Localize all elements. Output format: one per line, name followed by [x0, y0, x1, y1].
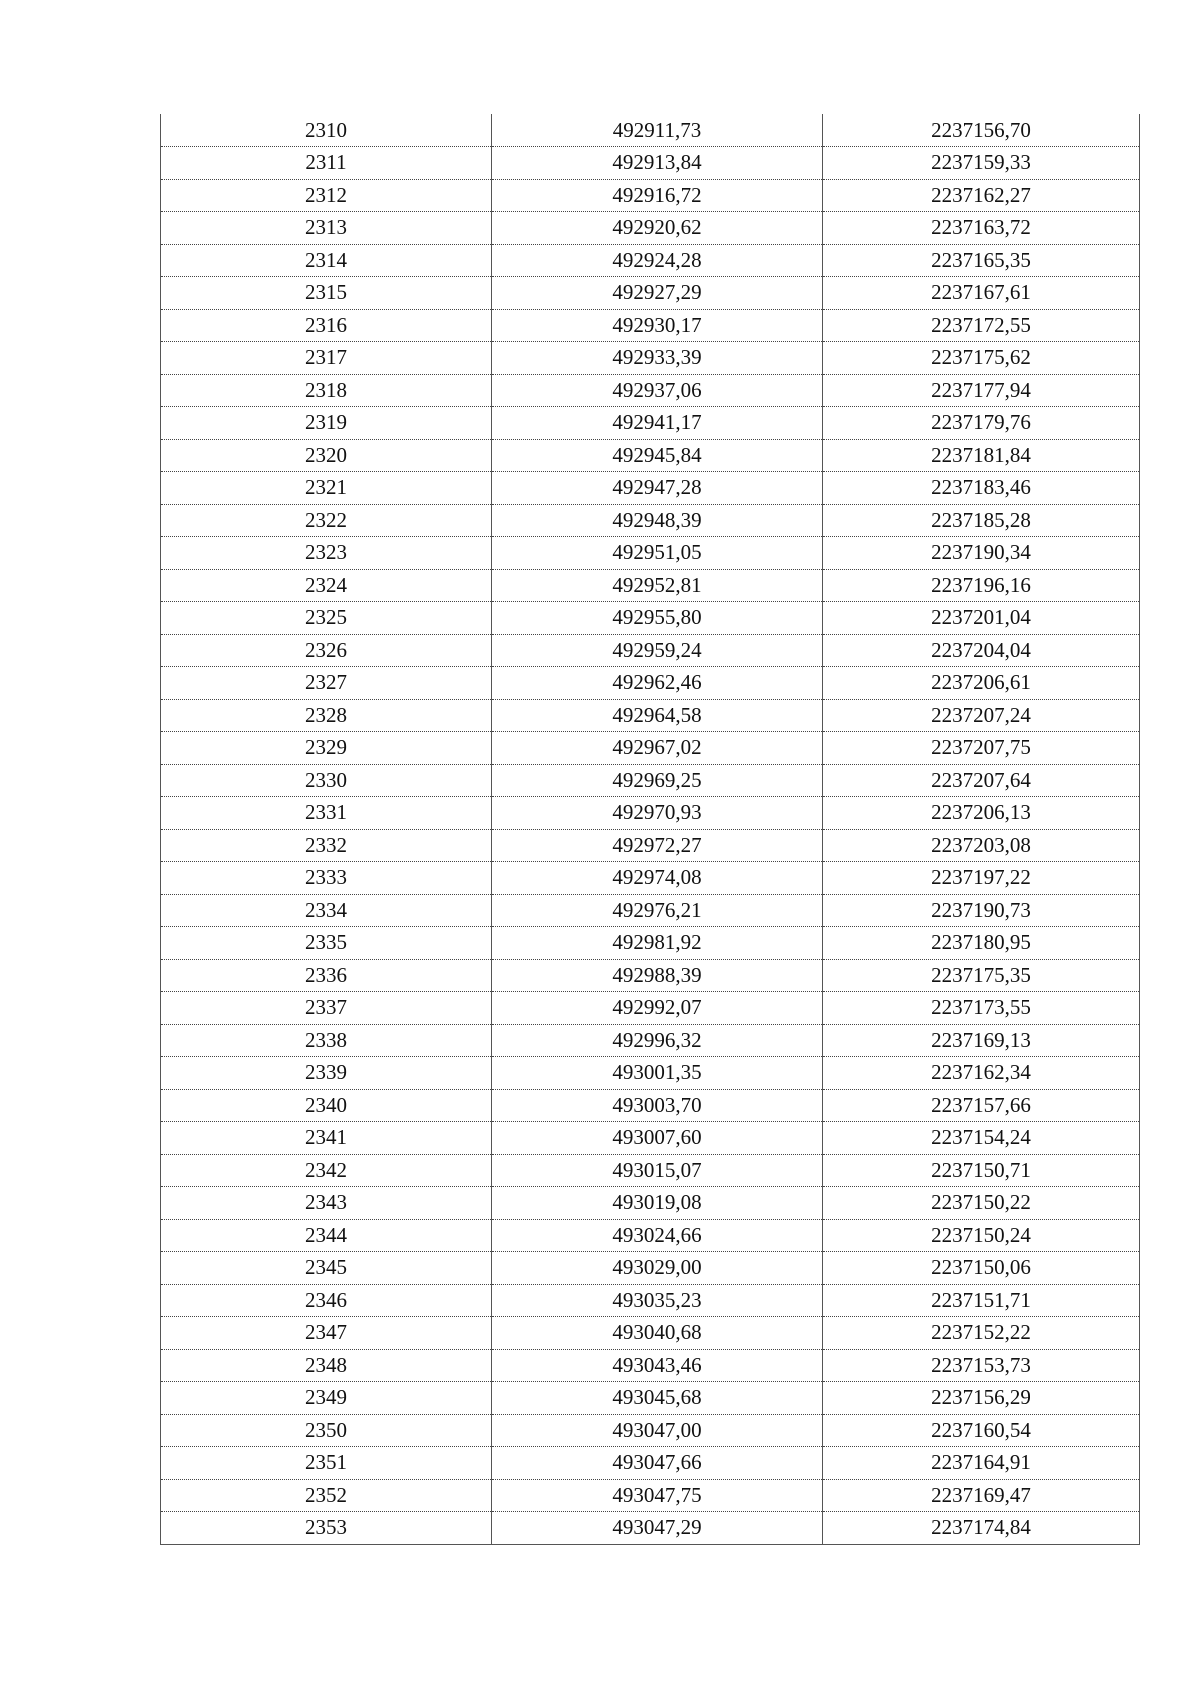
- y-coordinate-cell: 2237150,71: [823, 1154, 1140, 1187]
- x-coordinate-cell: 492916,72: [492, 179, 823, 212]
- coordinates-table-body: [161, 114, 1140, 1544]
- point-number-cell: 2343: [161, 1187, 492, 1220]
- table-row: [161, 472, 1140, 505]
- point-number-cell: 2346: [161, 1284, 492, 1317]
- point-number-cell: 2319: [161, 407, 492, 440]
- point-number-cell: 2326: [161, 634, 492, 667]
- y-coordinate-cell: 2237153,73: [823, 1349, 1140, 1382]
- table-row: [161, 179, 1140, 212]
- x-coordinate-cell: 493047,66: [492, 1447, 823, 1480]
- point-number-cell: 2324: [161, 569, 492, 602]
- y-coordinate-cell: 2237156,29: [823, 1382, 1140, 1415]
- point-number-cell: 2323: [161, 537, 492, 570]
- table-row: [161, 1089, 1140, 1122]
- x-coordinate-cell: 492964,58: [492, 699, 823, 732]
- x-coordinate-cell: 492945,84: [492, 439, 823, 472]
- x-coordinate-cell: 492970,93: [492, 797, 823, 830]
- point-number-cell: 2338: [161, 1024, 492, 1057]
- point-number-cell: 2317: [161, 342, 492, 375]
- x-coordinate-cell: 493047,00: [492, 1414, 823, 1447]
- x-coordinate-cell: 492969,25: [492, 764, 823, 797]
- table-row: [161, 1122, 1140, 1155]
- table-row: [161, 1219, 1140, 1252]
- point-number-cell: 2322: [161, 504, 492, 537]
- y-coordinate-cell: 2237206,61: [823, 667, 1140, 700]
- y-coordinate-cell: 2237206,13: [823, 797, 1140, 830]
- point-number-cell: 2311: [161, 147, 492, 180]
- point-number-cell: 2337: [161, 992, 492, 1025]
- point-number-cell: 2327: [161, 667, 492, 700]
- table-row: [161, 1479, 1140, 1512]
- y-coordinate-cell: 2237160,54: [823, 1414, 1140, 1447]
- table-row: [161, 147, 1140, 180]
- y-coordinate-cell: 2237150,22: [823, 1187, 1140, 1220]
- point-number-cell: 2339: [161, 1057, 492, 1090]
- y-coordinate-cell: 2237163,72: [823, 212, 1140, 245]
- table-row: [161, 829, 1140, 862]
- y-coordinate-cell: 2237185,28: [823, 504, 1140, 537]
- x-coordinate-cell: 493029,00: [492, 1252, 823, 1285]
- point-number-cell: 2331: [161, 797, 492, 830]
- table-row: [161, 1284, 1140, 1317]
- x-coordinate-cell: 493001,35: [492, 1057, 823, 1090]
- x-coordinate-cell: 493007,60: [492, 1122, 823, 1155]
- y-coordinate-cell: 2237165,35: [823, 244, 1140, 277]
- table-row: [161, 277, 1140, 310]
- point-number-cell: 2336: [161, 959, 492, 992]
- table-row: [161, 699, 1140, 732]
- y-coordinate-cell: 2237207,64: [823, 764, 1140, 797]
- table-row: [161, 309, 1140, 342]
- table-row: [161, 244, 1140, 277]
- point-number-cell: 2315: [161, 277, 492, 310]
- table-row: [161, 1024, 1140, 1057]
- y-coordinate-cell: 2237150,06: [823, 1252, 1140, 1285]
- x-coordinate-cell: 492988,39: [492, 959, 823, 992]
- point-number-cell: 2349: [161, 1382, 492, 1415]
- point-number-cell: 2341: [161, 1122, 492, 1155]
- point-number-cell: 2316: [161, 309, 492, 342]
- point-number-cell: 2312: [161, 179, 492, 212]
- coordinates-table: [160, 114, 1140, 1545]
- table-row: [161, 1414, 1140, 1447]
- x-coordinate-cell: 492992,07: [492, 992, 823, 1025]
- table-row: [161, 407, 1140, 440]
- y-coordinate-cell: 2237203,08: [823, 829, 1140, 862]
- x-coordinate-cell: 492974,08: [492, 862, 823, 895]
- x-coordinate-cell: 492933,39: [492, 342, 823, 375]
- table-row: [161, 1154, 1140, 1187]
- x-coordinate-cell: 493047,75: [492, 1479, 823, 1512]
- x-coordinate-cell: 492947,28: [492, 472, 823, 505]
- x-coordinate-cell: 492911,73: [492, 114, 823, 147]
- table-row: [161, 342, 1140, 375]
- x-coordinate-cell: 492996,32: [492, 1024, 823, 1057]
- table-row: [161, 1349, 1140, 1382]
- point-number-cell: 2325: [161, 602, 492, 635]
- y-coordinate-cell: 2237201,04: [823, 602, 1140, 635]
- x-coordinate-cell: 492920,62: [492, 212, 823, 245]
- table-row: [161, 1512, 1140, 1545]
- table-row: [161, 1447, 1140, 1480]
- table-row: [161, 1057, 1140, 1090]
- y-coordinate-cell: 2237152,22: [823, 1317, 1140, 1350]
- x-coordinate-cell: 492913,84: [492, 147, 823, 180]
- table-row: [161, 1252, 1140, 1285]
- x-coordinate-cell: 492981,92: [492, 927, 823, 960]
- x-coordinate-cell: 492930,17: [492, 309, 823, 342]
- point-number-cell: 2350: [161, 1414, 492, 1447]
- point-number-cell: 2332: [161, 829, 492, 862]
- y-coordinate-cell: 2237157,66: [823, 1089, 1140, 1122]
- point-number-cell: 2347: [161, 1317, 492, 1350]
- point-number-cell: 2318: [161, 374, 492, 407]
- y-coordinate-cell: 2237181,84: [823, 439, 1140, 472]
- x-coordinate-cell: 493003,70: [492, 1089, 823, 1122]
- point-number-cell: 2314: [161, 244, 492, 277]
- point-number-cell: 2340: [161, 1089, 492, 1122]
- point-number-cell: 2310: [161, 114, 492, 147]
- point-number-cell: 2334: [161, 894, 492, 927]
- table-row: [161, 114, 1140, 147]
- y-coordinate-cell: 2237169,13: [823, 1024, 1140, 1057]
- y-coordinate-cell: 2237197,22: [823, 862, 1140, 895]
- table-row: [161, 732, 1140, 765]
- table-row: [161, 862, 1140, 895]
- point-number-cell: 2329: [161, 732, 492, 765]
- table-row: [161, 374, 1140, 407]
- y-coordinate-cell: 2237190,73: [823, 894, 1140, 927]
- point-number-cell: 2335: [161, 927, 492, 960]
- y-coordinate-cell: 2237173,55: [823, 992, 1140, 1025]
- x-coordinate-cell: 492924,28: [492, 244, 823, 277]
- point-number-cell: 2352: [161, 1479, 492, 1512]
- y-coordinate-cell: 2237204,04: [823, 634, 1140, 667]
- x-coordinate-cell: 492955,80: [492, 602, 823, 635]
- y-coordinate-cell: 2237207,24: [823, 699, 1140, 732]
- table-row: [161, 1382, 1140, 1415]
- x-coordinate-cell: 492962,46: [492, 667, 823, 700]
- y-coordinate-cell: 2237167,61: [823, 277, 1140, 310]
- x-coordinate-cell: 492976,21: [492, 894, 823, 927]
- y-coordinate-cell: 2237180,95: [823, 927, 1140, 960]
- point-number-cell: 2348: [161, 1349, 492, 1382]
- point-number-cell: 2353: [161, 1512, 492, 1545]
- table-row: [161, 1187, 1140, 1220]
- y-coordinate-cell: 2237207,75: [823, 732, 1140, 765]
- y-coordinate-cell: 2237177,94: [823, 374, 1140, 407]
- point-number-cell: 2342: [161, 1154, 492, 1187]
- table-row: [161, 439, 1140, 472]
- table-row: [161, 504, 1140, 537]
- y-coordinate-cell: 2237159,33: [823, 147, 1140, 180]
- table-row: [161, 667, 1140, 700]
- table-row: [161, 894, 1140, 927]
- y-coordinate-cell: 2237174,84: [823, 1512, 1140, 1545]
- table-row: [161, 1317, 1140, 1350]
- table-row: [161, 602, 1140, 635]
- point-number-cell: 2320: [161, 439, 492, 472]
- x-coordinate-cell: 492937,06: [492, 374, 823, 407]
- x-coordinate-cell: 493043,46: [492, 1349, 823, 1382]
- table-row: [161, 537, 1140, 570]
- point-number-cell: 2321: [161, 472, 492, 505]
- x-coordinate-cell: 492927,29: [492, 277, 823, 310]
- y-coordinate-cell: 2237154,24: [823, 1122, 1140, 1155]
- x-coordinate-cell: 493047,29: [492, 1512, 823, 1545]
- y-coordinate-cell: 2237190,34: [823, 537, 1140, 570]
- y-coordinate-cell: 2237151,71: [823, 1284, 1140, 1317]
- y-coordinate-cell: 2237169,47: [823, 1479, 1140, 1512]
- y-coordinate-cell: 2237164,91: [823, 1447, 1140, 1480]
- point-number-cell: 2313: [161, 212, 492, 245]
- y-coordinate-cell: 2237196,16: [823, 569, 1140, 602]
- table-row: [161, 764, 1140, 797]
- x-coordinate-cell: 493015,07: [492, 1154, 823, 1187]
- x-coordinate-cell: 493040,68: [492, 1317, 823, 1350]
- table-row: [161, 569, 1140, 602]
- y-coordinate-cell: 2237175,62: [823, 342, 1140, 375]
- table-row: [161, 634, 1140, 667]
- x-coordinate-cell: 492972,27: [492, 829, 823, 862]
- table-row: [161, 959, 1140, 992]
- x-coordinate-cell: 492959,24: [492, 634, 823, 667]
- x-coordinate-cell: 493045,68: [492, 1382, 823, 1415]
- x-coordinate-cell: 492951,05: [492, 537, 823, 570]
- x-coordinate-cell: 492967,02: [492, 732, 823, 765]
- x-coordinate-cell: 492952,81: [492, 569, 823, 602]
- x-coordinate-cell: 493035,23: [492, 1284, 823, 1317]
- x-coordinate-cell: 492941,17: [492, 407, 823, 440]
- point-number-cell: 2351: [161, 1447, 492, 1480]
- point-number-cell: 2345: [161, 1252, 492, 1285]
- x-coordinate-cell: 493019,08: [492, 1187, 823, 1220]
- y-coordinate-cell: 2237172,55: [823, 309, 1140, 342]
- table-row: [161, 797, 1140, 830]
- point-number-cell: 2328: [161, 699, 492, 732]
- y-coordinate-cell: 2237162,27: [823, 179, 1140, 212]
- y-coordinate-cell: 2237183,46: [823, 472, 1140, 505]
- y-coordinate-cell: 2237156,70: [823, 114, 1140, 147]
- y-coordinate-cell: 2237162,34: [823, 1057, 1140, 1090]
- point-number-cell: 2330: [161, 764, 492, 797]
- point-number-cell: 2333: [161, 862, 492, 895]
- table-row: [161, 212, 1140, 245]
- x-coordinate-cell: 493024,66: [492, 1219, 823, 1252]
- y-coordinate-cell: 2237150,24: [823, 1219, 1140, 1252]
- y-coordinate-cell: 2237179,76: [823, 407, 1140, 440]
- y-coordinate-cell: 2237175,35: [823, 959, 1140, 992]
- table-row: [161, 927, 1140, 960]
- x-coordinate-cell: 492948,39: [492, 504, 823, 537]
- table-row: [161, 992, 1140, 1025]
- point-number-cell: 2344: [161, 1219, 492, 1252]
